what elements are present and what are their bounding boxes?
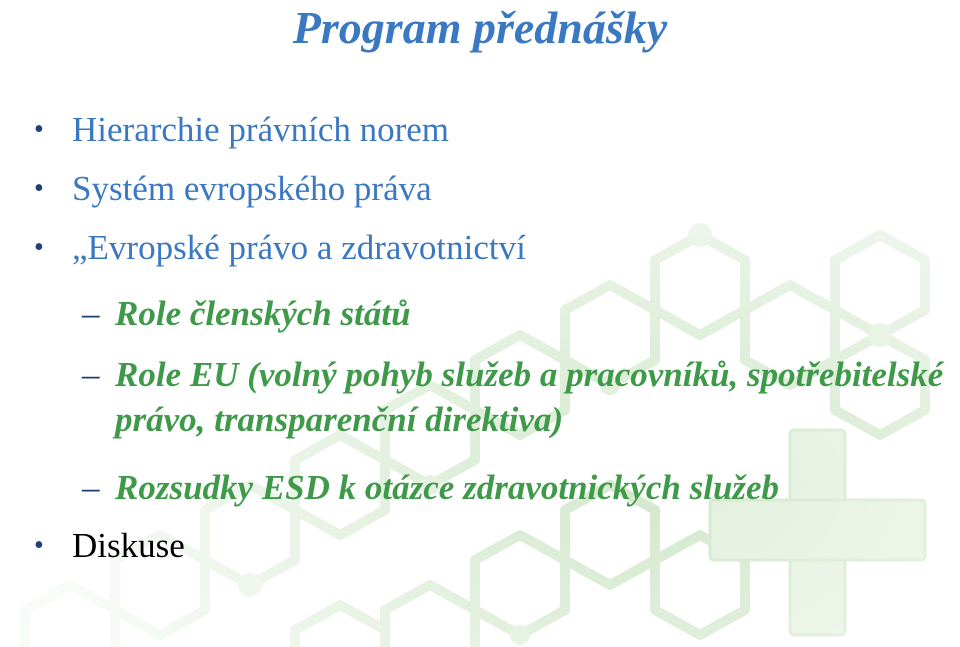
dash-marker-icon: – — [82, 468, 100, 507]
sub-bullet-text: Role EU (volný pohyb služeb a pracovníků, spotřebitelské právo, transparenční direktiva) — [115, 355, 944, 439]
sub-bullet-text: Role členských států — [115, 294, 411, 333]
slide-title: Program přednášky — [292, 2, 668, 53]
bullet-dot-icon: • — [34, 114, 44, 145]
bullet-text: „Evropské právo a zdravotnictví — [72, 228, 526, 267]
bullet-dot-icon: • — [34, 530, 44, 561]
bullet-text: Hierarchie právních norem — [72, 110, 450, 149]
bullet-text: Systém evropského práva — [72, 169, 432, 208]
dash-marker-icon: – — [82, 294, 100, 333]
bullet-dot-icon: • — [34, 173, 44, 204]
sub-bullet-text: Rozsudky ESD k otázce zdravotnických služeb — [115, 468, 780, 507]
bullet-dot-icon: • — [34, 232, 44, 263]
dash-marker-icon: – — [82, 355, 100, 394]
bullet-text: Diskuse — [72, 526, 185, 565]
